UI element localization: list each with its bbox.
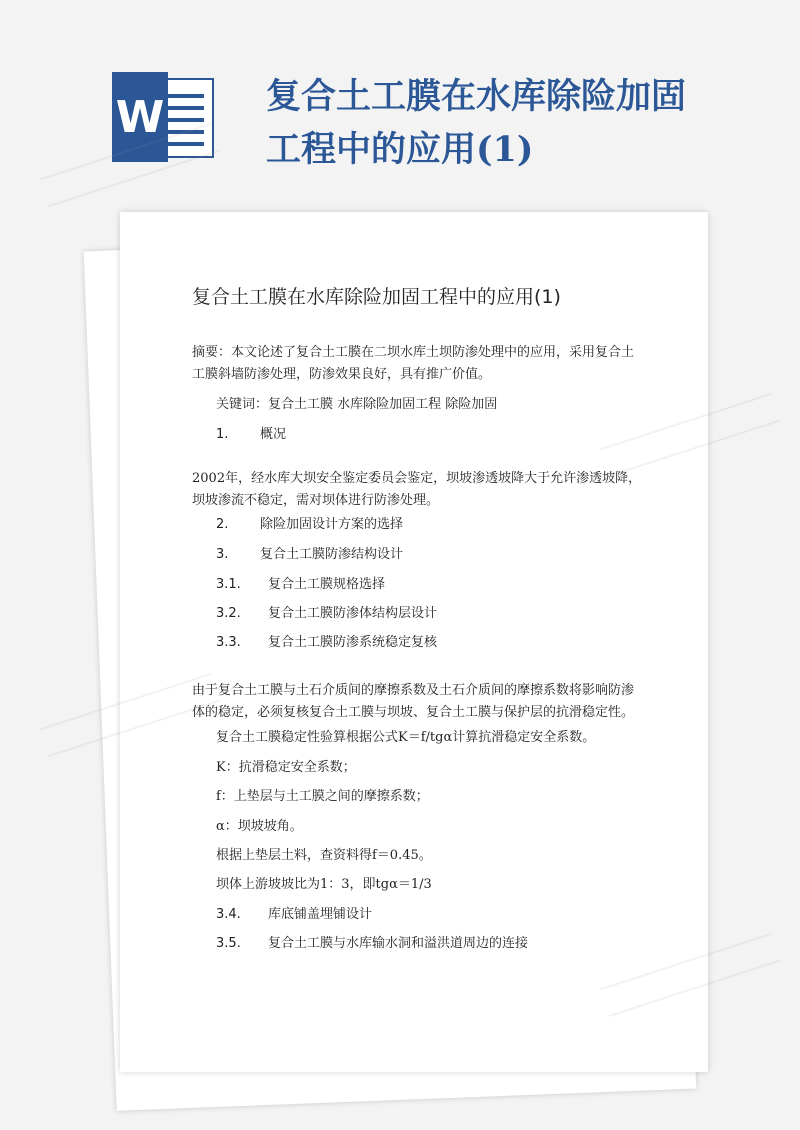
section-label: 库底铺盖埋铺设计 — [268, 907, 373, 922]
keywords-line: 关键词：复合土工膜 水库除险加固工程 除险加固 — [216, 397, 498, 412]
section-label: 复合土工膜防渗结构设计 — [260, 547, 404, 562]
word-document-icon — [112, 72, 218, 162]
definition-k: K：抗滑稳定安全系数； — [216, 760, 356, 775]
section-heading-2 — [216, 514, 403, 536]
section-heading-3 — [216, 544, 403, 566]
section-label: 复合土工膜与水库输水洞和溢洪道周边的连接 — [268, 936, 529, 951]
definition-alpha: α：坝坡坡角。 — [216, 819, 303, 834]
section-heading-3-2 — [216, 603, 437, 625]
section-number: 3.4. — [216, 907, 241, 922]
section-label: 复合土工膜防渗系统稳定复核 — [268, 635, 438, 650]
slope-ratio-line: 坝体上游坡坡比为1：3，即tgα＝1/3 — [216, 877, 432, 892]
section-label: 除险加固设计方案的选择 — [260, 517, 404, 532]
document-title: 复合土工膜在水库除险加固工程中的应用(1) — [192, 286, 561, 308]
stability-paragraph: 由于复合土工膜与土石介质间的摩擦系数及土石介质间的摩擦系数将影响防渗体的稳定，必须复核复合土工膜与坝坡、复合土工膜与保护层的抗滑稳定性。 — [192, 683, 635, 720]
section-number: 1. — [216, 427, 229, 442]
page-title: 复合土工膜在水库除险加固工程中的应用(1) — [266, 76, 687, 170]
section-heading-1 — [216, 424, 286, 446]
section-label: 复合土工膜防渗体结构层设计 — [268, 606, 438, 621]
section-heading-3-3 — [216, 632, 437, 654]
definition-f: f：上垫层与土工膜之间的摩擦系数； — [216, 789, 429, 804]
section-number: 3. — [216, 547, 229, 562]
abstract-paragraph: 摘要：本文论述了复合土工膜在二坝水库土坝防渗处理中的应用，采用复合土工膜斜墙防渗处理，防渗效果良好，具有推广价值。 — [192, 345, 635, 382]
header — [0, 0, 800, 200]
section-number: 3.1. — [216, 577, 241, 592]
formula-line: 复合土工膜稳定性验算根据公式K＝f/tgα计算抗滑稳定安全系数。 — [216, 730, 596, 745]
section-number: 3.5. — [216, 936, 241, 951]
document-page — [120, 212, 708, 1072]
section-heading-3-1 — [216, 574, 385, 596]
section-label: 概况 — [260, 427, 287, 442]
section-heading-3-4 — [216, 904, 372, 926]
section-heading-3-5 — [216, 933, 528, 955]
soil-coefficient-line: 根据上垫层土料，查资料得f＝0.45。 — [216, 848, 432, 863]
section-number: 3.3. — [216, 635, 241, 650]
section-number: 2. — [216, 517, 229, 532]
overview-paragraph: 2002年，经水库大坝安全鉴定委员会鉴定，坝坡渗透坡降大于允许渗透坡降，坝坡渗流不稳定，需对坝体进行防渗处理。 — [192, 471, 642, 508]
section-number: 3.2. — [216, 606, 241, 621]
word-icon-letter: W — [112, 72, 168, 162]
section-label: 复合土工膜规格选择 — [268, 577, 386, 592]
